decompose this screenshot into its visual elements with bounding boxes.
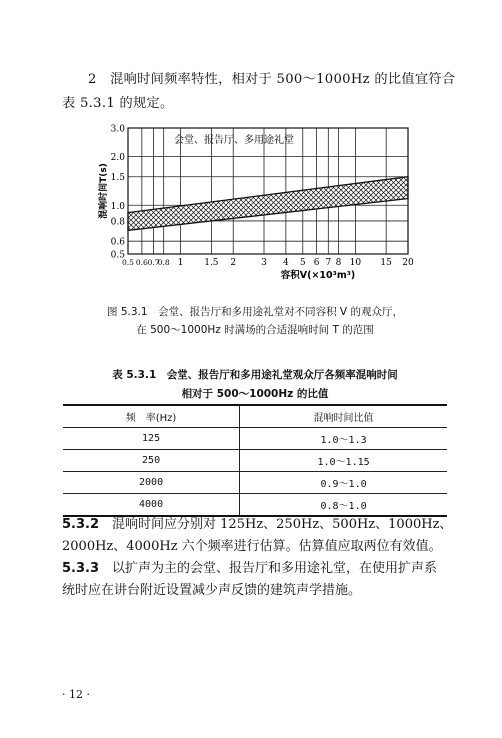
cell-ratio: 0.9～1.0 xyxy=(240,472,447,494)
section-5-3-2-text-1: 混响时间应分别对 125Hz、250Hz、500Hz、1000Hz、 xyxy=(112,517,453,532)
y-tick-label: 1.0 xyxy=(110,201,125,212)
x-tick-label: 5 xyxy=(299,258,306,268)
x-tick-label: 0.8 xyxy=(157,258,170,267)
x-tick-label: 10 xyxy=(349,258,362,268)
section-5-3-2 xyxy=(62,514,462,558)
x-tick-label: 3 xyxy=(261,258,267,268)
reverberation-chart xyxy=(96,120,426,280)
section-5-3-3-text-1: 以扩声为主的会堂、报告厅和多用途礼堂，在使用扩声系 xyxy=(112,561,438,576)
x-tick-label: 8 xyxy=(335,258,342,268)
table-row xyxy=(63,494,447,517)
table-row xyxy=(63,428,447,450)
header-ratio: 混响时间比值 xyxy=(240,405,447,428)
x-tick-label: 2 xyxy=(230,258,237,268)
table-caption-line-1: 表 5.3.1 会堂、报告厅和多用途礼堂观众厅各频率混响时间 xyxy=(112,369,398,381)
cell-ratio: 0.8～1.0 xyxy=(240,494,447,517)
y-tick-label: 1.5 xyxy=(110,173,125,184)
section-5-3-3 xyxy=(62,558,462,602)
section-5-3-3-number: 5.3.3 xyxy=(62,561,100,576)
cell-frequency: 125 xyxy=(63,428,240,450)
section-5-3-3-line-1 xyxy=(62,558,462,580)
cell-ratio: 1.0～1.15 xyxy=(240,450,447,472)
y-tick-label: 0.5 xyxy=(110,250,125,261)
x-tick-label: 1 xyxy=(177,258,184,268)
figure-caption xyxy=(60,303,450,339)
x-tick-label: 0.7 xyxy=(147,258,160,267)
table-caption-line-2: 相对于 500～1000Hz 的比值 xyxy=(181,388,329,400)
table-caption xyxy=(60,366,450,404)
x-tick-label: 4 xyxy=(282,258,289,268)
intro-paragraph xyxy=(62,68,462,116)
table-row xyxy=(63,472,447,494)
section-5-3-3-line-2: 统时应在讲台附近设置减少声反馈的建筑声学措施。 xyxy=(62,583,362,598)
chart-title: 会堂、报告厅、多用途礼堂 xyxy=(174,135,294,146)
x-tick-label: 20 xyxy=(402,258,414,268)
cell-frequency: 250 xyxy=(63,450,240,472)
x-tick-label: 6 xyxy=(313,258,320,268)
y-axis-label: 混响时间T(s) xyxy=(99,163,109,219)
table-header-row xyxy=(63,405,447,428)
y-tick-label: 0.8 xyxy=(110,217,125,228)
cell-frequency: 2000 xyxy=(63,472,240,494)
x-tick-label: 0.6 xyxy=(135,258,148,267)
chart-container xyxy=(96,120,426,280)
y-tick-label: 3.0 xyxy=(110,124,125,135)
x-tick-label: 1.5 xyxy=(204,258,219,268)
cell-frequency: 4000 xyxy=(63,494,240,517)
y-tick-label: 2.0 xyxy=(110,153,125,164)
figure-caption-line-1: 图 5.3.1 会堂、报告厅和多用途礼堂对不同容积 V 的观众厅， xyxy=(107,306,403,318)
x-axis-label: 容积V(×10³m³) xyxy=(280,270,356,280)
intro-line-2: 表 5.3.1 的规定。 xyxy=(62,96,174,111)
x-tick-label: 7 xyxy=(325,258,332,268)
section-5-3-2-line-2: 2000Hz、4000Hz 六个频率进行估算。估算值应取两位有效值。 xyxy=(62,539,442,554)
page-number: · 12 · xyxy=(62,688,90,701)
section-5-3-2-line-1 xyxy=(62,514,462,536)
section-5-3-2-number: 5.3.2 xyxy=(62,517,100,532)
x-tick-label: 15 xyxy=(380,258,392,268)
header-frequency: 频 率(Hz) xyxy=(63,405,240,428)
y-tick-label: 0.6 xyxy=(110,237,125,248)
cell-ratio: 1.0～1.3 xyxy=(240,428,447,450)
range-band xyxy=(128,177,408,231)
ratio-table xyxy=(63,404,447,517)
intro-line-1: 2 混响时间频率特性，相对于 500～1000Hz 的比值宜符合 xyxy=(88,72,456,87)
figure-caption-line-2: 在 500～1000Hz 时满场的合适混响时间 T 的范围 xyxy=(136,324,374,336)
table-row xyxy=(63,450,447,472)
x-tick-label: 0.5 xyxy=(122,258,134,267)
